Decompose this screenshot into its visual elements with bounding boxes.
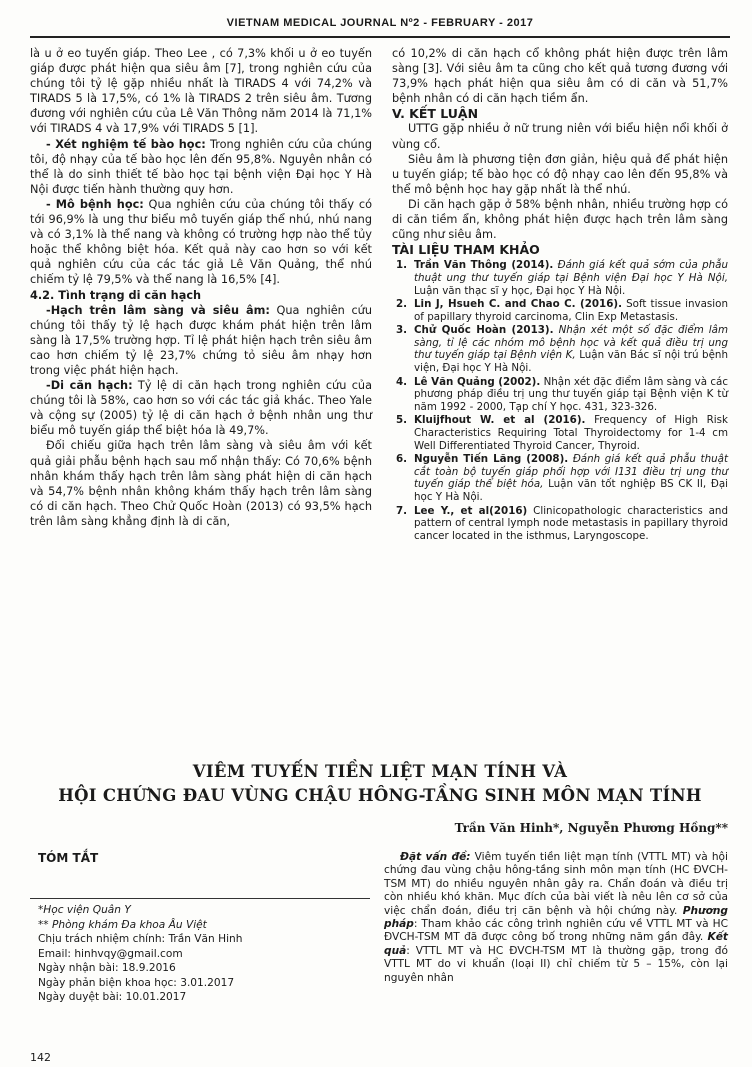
reference-rest: Clinicopathologic characteristics and pattern of central lymph node metastasis in papillary thyroid cancer located in the isthmus, Laryngoscope. (414, 504, 729, 542)
reference-number: 6. (396, 453, 408, 466)
reference-text (414, 298, 728, 323)
journal-header: VIETNAM MEDICAL JOURNAL Nº2 - FEBRUARY - 2017 (226, 17, 534, 29)
footnote-corresponding: Chịu trách nhiệm chính: Trần Văn Hinh (38, 933, 243, 945)
reference-title: Đánh giá kết quả phẫu thuật cắt toàn bộ tuyến giáp phối hợp với I131 điều trị ung thư tuyến giáp thể biệt hóa, (414, 453, 728, 491)
paragraph (30, 137, 372, 197)
footnotes (38, 903, 368, 1005)
reference-author: Trần Văn Thông (2014). (414, 259, 554, 272)
conclusion-item: Di căn hạch gặp ở 58% bệnh nhân, nhiều trường hợp có di căn tiềm ẩn, không phát hiện được hạch trên lâm sàng cũng như siêu âm. (392, 197, 728, 242)
reference-title: Nhận xét một số đặc điểm lâm sàng, tỉ lệ các nhóm mô bệnh học và kết quả điều trị ung thư tuyến giáp tại Bệnh viện K, (414, 324, 728, 362)
reference-number: 4. (396, 375, 408, 388)
reference-rest: Luận văn Bác sĩ nội trú bệnh viện, Đại học Y Hà Nội. (414, 349, 728, 375)
article-authors: Trần Văn Hinh*, Nguyễn Phương Hồng** (454, 821, 728, 835)
reference-number: 2. (396, 298, 408, 311)
inline-label: -Di căn hạch: (46, 379, 133, 393)
conclusion-item: UTTG gặp nhiều ở nữ trung niên với biểu hiện nổi khối ở vùng cổ. (392, 122, 728, 151)
reference-number: 5. (396, 414, 408, 427)
reference-item (392, 298, 728, 323)
header-rule (30, 36, 730, 38)
footnote-received: Ngày nhận bài: 18.9.2016 (38, 962, 176, 974)
footnote-accepted: Ngày duyệt bài: 10.01.2017 (38, 991, 187, 1003)
paragraph (30, 197, 372, 288)
reference-author: Chử Quốc Hoàn (2013). (414, 324, 554, 337)
article-title-line-2: HỘI CHỨNG ĐAU VÙNG CHẬU HÔNG-TẦNG SINH MÔN MẠN TÍNH (58, 786, 702, 805)
paragraph-text: Qua nghiên cứu chúng tôi thấy tỷ lệ hạch được khám phát hiện trên lâm sàng là 17,5% trường hợp. Tỉ lệ phát hiện hạch trên siêu âm cao hơn chiếm tỷ lệ 23,7% chứng tỏ siêu âm nhạy hơn trong việc phát hiện hạch. (30, 303, 372, 377)
paragraph (30, 303, 372, 378)
paragraph-text: Tỷ lệ di căn hạch trong nghiên cứu của chúng tôi là 58%, cao hơn so với các tác giả khác. Theo Yale và cộng sự (2005) tỷ lệ di căn hạch ở bệnh nhân ung thư biểu mô tuyến giáp thể biệt hóa là 49,7%. (30, 379, 372, 438)
section-subheading: 4.2. Tình trạng di căn hạch (30, 288, 202, 302)
footnote-affiliation-2: ** Phòng khám Đa khoa Âu Việt (38, 918, 207, 931)
paragraph: Đối chiếu giữa hạch trên lâm sàng và siêu âm với kết quả giải phẫu bệnh hạch sau mổ nhận thấy: Có 70,6% bệnh nhân khám thấy hạch trên lâm sàng phát hiện di căn hạch và 54,7% bệnh nhân không khám thấy hạch trên lâm sàng có di căn hạch. Theo Chử Quốc Hoàn (2013) có 93,5% hạch trên lâm sàng khẳng định là di căn, (30, 439, 372, 528)
abstract-segment: : Tham khảo các công trình nghiên cứu về VTTL MT và HC ĐVCH-TSM MT đã được công bố trong những năm gần đây. (384, 918, 728, 944)
right-column (392, 46, 728, 543)
reference-item (392, 505, 728, 543)
reference-item (392, 453, 728, 503)
reference-item (392, 414, 728, 452)
article-title (30, 760, 730, 808)
abstract-label: Đặt vấn đề: (400, 851, 471, 863)
reference-text (414, 376, 728, 414)
inline-label: - Xét nghiệm tế bào học: (46, 137, 206, 151)
reference-rest: Luận văn tốt nghiệp BS CK II, Đại học Y Hà Nội. (414, 478, 728, 503)
reference-rest: Nhận xét đặc điểm lâm sàng và các phương pháp điều trị ung thư tuyến giáp tại Bệnh viện K từ năm 1992 - 2000, Tạp chí Y học. 431, 323-326. (414, 375, 728, 413)
left-column (30, 46, 372, 529)
paragraph: là u ở eo tuyến giáp. Theo Lee , có 7,3% khối u ở eo tuyến giáp được phát hiện qua siêu âm [7], trong nghiên cứu của chúng tôi tỷ lệ gặp nhiều nhất là TIRADS 4 với 74,2% và TIRADS 5 là 17,5%, có 1% là TIRADS 2 trên siêu âm. Tương đương với nghiên cứu của Lê Văn Thông năm 2014 là 71,1% với TIRADS 4 và 17,9% với TIRADS 5 [1]. (30, 47, 372, 136)
reference-item (392, 259, 728, 297)
reference-text (414, 259, 728, 297)
reference-item (392, 324, 728, 374)
reference-author: Nguyễn Tiến Lãng (2008). (414, 453, 569, 466)
reference-text (414, 414, 728, 452)
reference-author: Lin J, Hsueh C. and Chao C. (2016). (414, 298, 622, 311)
reference-number: 1. (396, 259, 408, 272)
abstract-heading: TÓM TẮT (38, 851, 99, 865)
footnote-affiliation-1: *Học viện Quân Y (38, 904, 131, 916)
reference-number: 3. (396, 324, 408, 337)
reference-text (414, 453, 728, 503)
reference-title: Đánh giá kết quả sớm của phẫu thuật ung thư tuyến giáp tại Bệnh viện Đại học Y Hà Nội, (414, 259, 728, 284)
inline-label: -Hạch trên lâm sàng và siêu âm: (46, 303, 270, 317)
page-number: 142 (30, 1051, 51, 1064)
abstract-segment: Viêm tuyến tiền liệt mạn tính (VTTL MT) và hội chứng đau vùng chậu hông-tầng sinh môn mạn tính (HC ĐVCH-TSM MT) do nhiều nguyên nhân gây ra. Chẩn đoán và điều trị còn nhiều khó khăn. Mục đích của bài viết là nêu lên cơ sở của việc chẩn đoán, điều trị căn bệnh và hội chứng này. (384, 851, 728, 917)
reference-author: Lee Y., et al(2016) (414, 504, 528, 517)
reference-number: 7. (396, 504, 408, 517)
reference-text (414, 324, 728, 374)
reference-list (392, 259, 728, 542)
reference-author: Lê Văn Quảng (2002). (414, 375, 541, 388)
footnote-rule (30, 898, 370, 899)
abstract-segment: : VTTL MT và HC ĐVCH-TSM MT là thường gặp, trong đó VTTL MT do vi khuẩn (loại II) chỉ chiếm từ 5 – 15%, còn lại nguyên nhân (384, 944, 728, 984)
paragraph: có 10,2% di căn hạch cổ không phát hiện được trên lâm sàng [3]. Với siêu âm ta cũng cho kết quả tương đương với 73,9% hạch phát hiện qua siêu âm có di căn và 51,7% bệnh nhân có di căn hạch tiềm ẩn. (392, 47, 728, 106)
abstract-label: Phương pháp (384, 904, 728, 931)
reference-rest: Frequency of High Risk Characteristics Requiring Total Thyroidectomy for 1-4 cm Well Differentiated Thyroid Cancer, Thyroid. (414, 414, 728, 452)
article-title-line-1: VIÊM TUYẾN TIỀN LIỆT MẠN TÍNH VÀ (192, 762, 568, 781)
conclusion-item: Siêu âm là phương tiện đơn giản, hiệu quả để phát hiện u tuyến giáp; tế bào học có độ nhạy cao lên đến 95,8% và thể mô bệnh học hay gặp nhất là thể nhú. (392, 152, 728, 196)
section-heading: V. KẾT LUẬN (392, 106, 479, 122)
inline-label: - Mô bệnh học: (46, 197, 144, 211)
footnote-reviewed: Ngày phản biện khoa học: 3.01.2017 (38, 976, 235, 989)
reference-item (392, 376, 728, 414)
reference-text (414, 505, 728, 543)
reference-rest: Luận văn thạc sĩ y học, Đại học Y Hà Nội. (414, 284, 626, 297)
reference-author: Kluijfhout W. et al (2016). (414, 414, 586, 427)
paragraph-text: Qua nghiên cứu của chúng tôi thấy có tới 96,9% là ung thư biểu mô tuyến giáp thể nhú, nhú nang và có 3,1% là thể nang và không có trường hợp nào thể tủy hoặc thể không biệt hóa. Kết quả này cao hơn so với kết quả nghiên cứu của các tác giả Lê Văn Quảng, thể nhú chiếm tỷ lệ 79,5% và thể nang là 16,5% [4]. (30, 197, 372, 287)
footnote-email: Email: hinhvqy@gmail.com (38, 947, 183, 960)
paragraph (30, 378, 372, 438)
abstract-text (384, 851, 728, 985)
references-heading: TÀI LIỆU THAM KHẢO (392, 242, 540, 258)
paragraph-text: Trong nghiên cứu của chúng tôi, độ nhạy của tế bào học lên đến 95,8%. Nguyên nhân có thể là do sinh thiết tế bào học tại bệnh viện Đại học Y Hà Nội được tiến hành thường quy hơn. (30, 137, 372, 196)
reference-rest: Soft tissue invasion of papillary thyroid carcinoma, Clin Exp Metastasis. (414, 298, 728, 323)
abstract-label: Kết quả (384, 931, 728, 957)
